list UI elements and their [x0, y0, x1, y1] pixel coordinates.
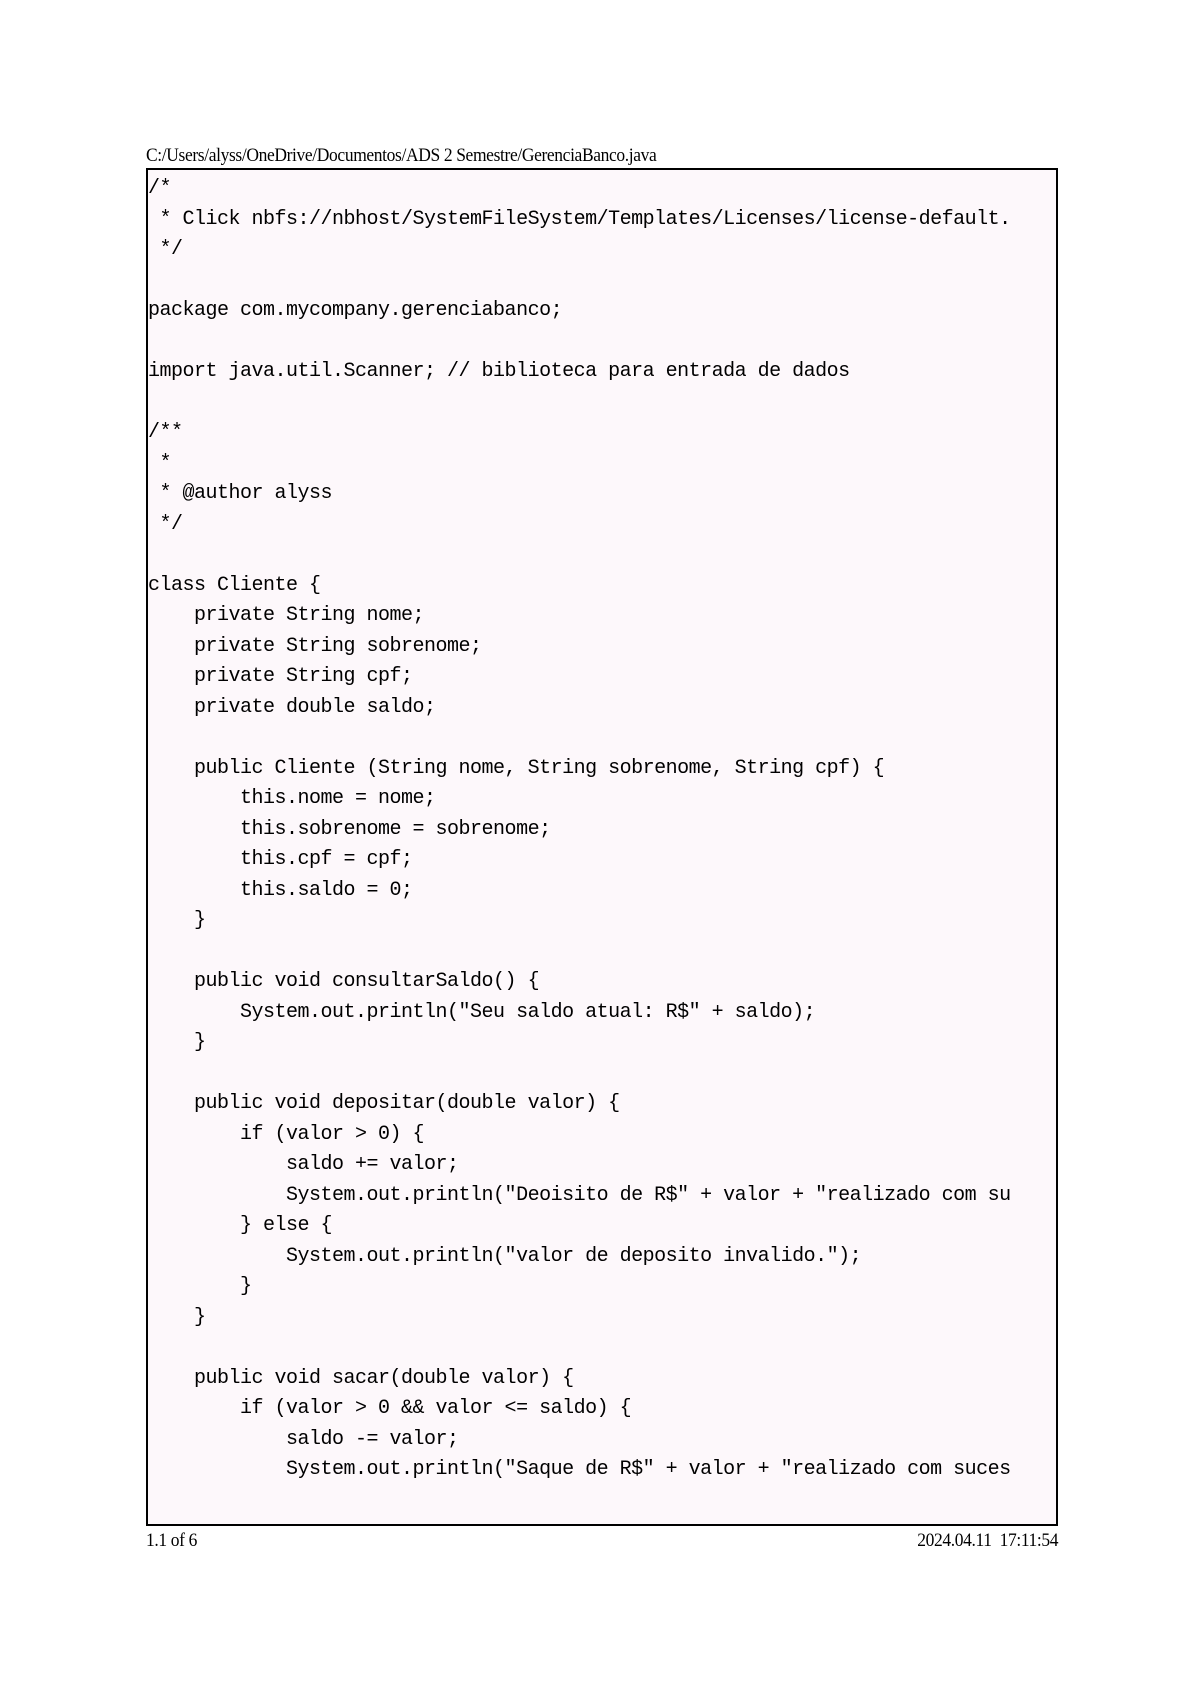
code-line: */: [148, 238, 183, 261]
code-line: [148, 540, 1011, 571]
code-line: if (valor > 0) {: [148, 1122, 425, 1146]
code-line: public void sacar(double valor) {: [148, 1366, 574, 1390]
code-line: }: [148, 1305, 206, 1329]
code-line: [148, 388, 1011, 419]
code-line: * @author alyss: [148, 482, 333, 505]
code-line: import java.util.Scanner; // biblioteca para entrada de dados: [148, 360, 850, 383]
code-line: }: [148, 1031, 206, 1054]
code-line: package com.mycompany.gerenciabanco;: [148, 299, 563, 322]
code-lines: [148, 174, 1011, 1486]
code-line: */: [148, 512, 183, 536]
code-line: System.out.println("valor de deposito invalido.");: [148, 1244, 862, 1268]
code-line: private String cpf;: [148, 665, 413, 688]
page-indicator: 1.1 of 6: [146, 1530, 197, 1551]
code-line: } else {: [148, 1214, 333, 1237]
code-line: class Cliente {: [148, 573, 321, 597]
code-line: /**: [148, 421, 183, 444]
code-line: [148, 723, 1011, 754]
code-line: /*: [148, 177, 172, 200]
code-line: * Click nbfs://nbhost/SystemFileSystem/Templates/Licenses/license-default.: [148, 207, 1011, 231]
code-line: }: [148, 1275, 252, 1298]
code-line: this.saldo = 0;: [148, 878, 413, 902]
code-line: System.out.println("Seu saldo atual: R$" + saldo);: [148, 1000, 816, 1024]
code-line: this.nome = nome;: [148, 787, 436, 810]
code-line: [148, 327, 1011, 358]
code-line: this.cpf = cpf;: [148, 848, 413, 871]
print-timestamp: 2024.04.11 17:11:54: [917, 1530, 1058, 1551]
code-line: [148, 937, 1011, 968]
file-path-header: C:/Users/alyss/OneDrive/Documentos/ADS 2 Semestre/GerenciaBanco.java: [146, 145, 657, 166]
code-line: if (valor > 0 && valor <= saldo) {: [148, 1397, 632, 1420]
code-line: System.out.println("Saque de R$" + valor + "realizado com suces: [148, 1458, 1011, 1481]
code-line: System.out.println("Deoisito de R$" + valor + "realizado com su: [148, 1183, 1011, 1207]
code-line: *: [148, 451, 172, 475]
code-line: [148, 1059, 1011, 1090]
code-line: }: [148, 909, 206, 932]
code-line: public Cliente (String nome, String sobrenome, String cpf) {: [148, 756, 885, 780]
code-line: public void consultarSaldo() {: [148, 970, 540, 993]
code-line: saldo -= valor;: [148, 1427, 459, 1451]
code-line: this.sobrenome = sobrenome;: [148, 817, 551, 841]
code-line: [148, 266, 1011, 297]
code-line: private String sobrenome;: [148, 634, 482, 658]
code-line: saldo += valor;: [148, 1153, 459, 1176]
code-line: public void depositar(double valor) {: [148, 1092, 620, 1115]
code-listing: [146, 168, 1058, 1526]
code-line: [148, 1333, 1011, 1364]
code-line: private String nome;: [148, 604, 425, 627]
code-line: private double saldo;: [148, 695, 436, 719]
